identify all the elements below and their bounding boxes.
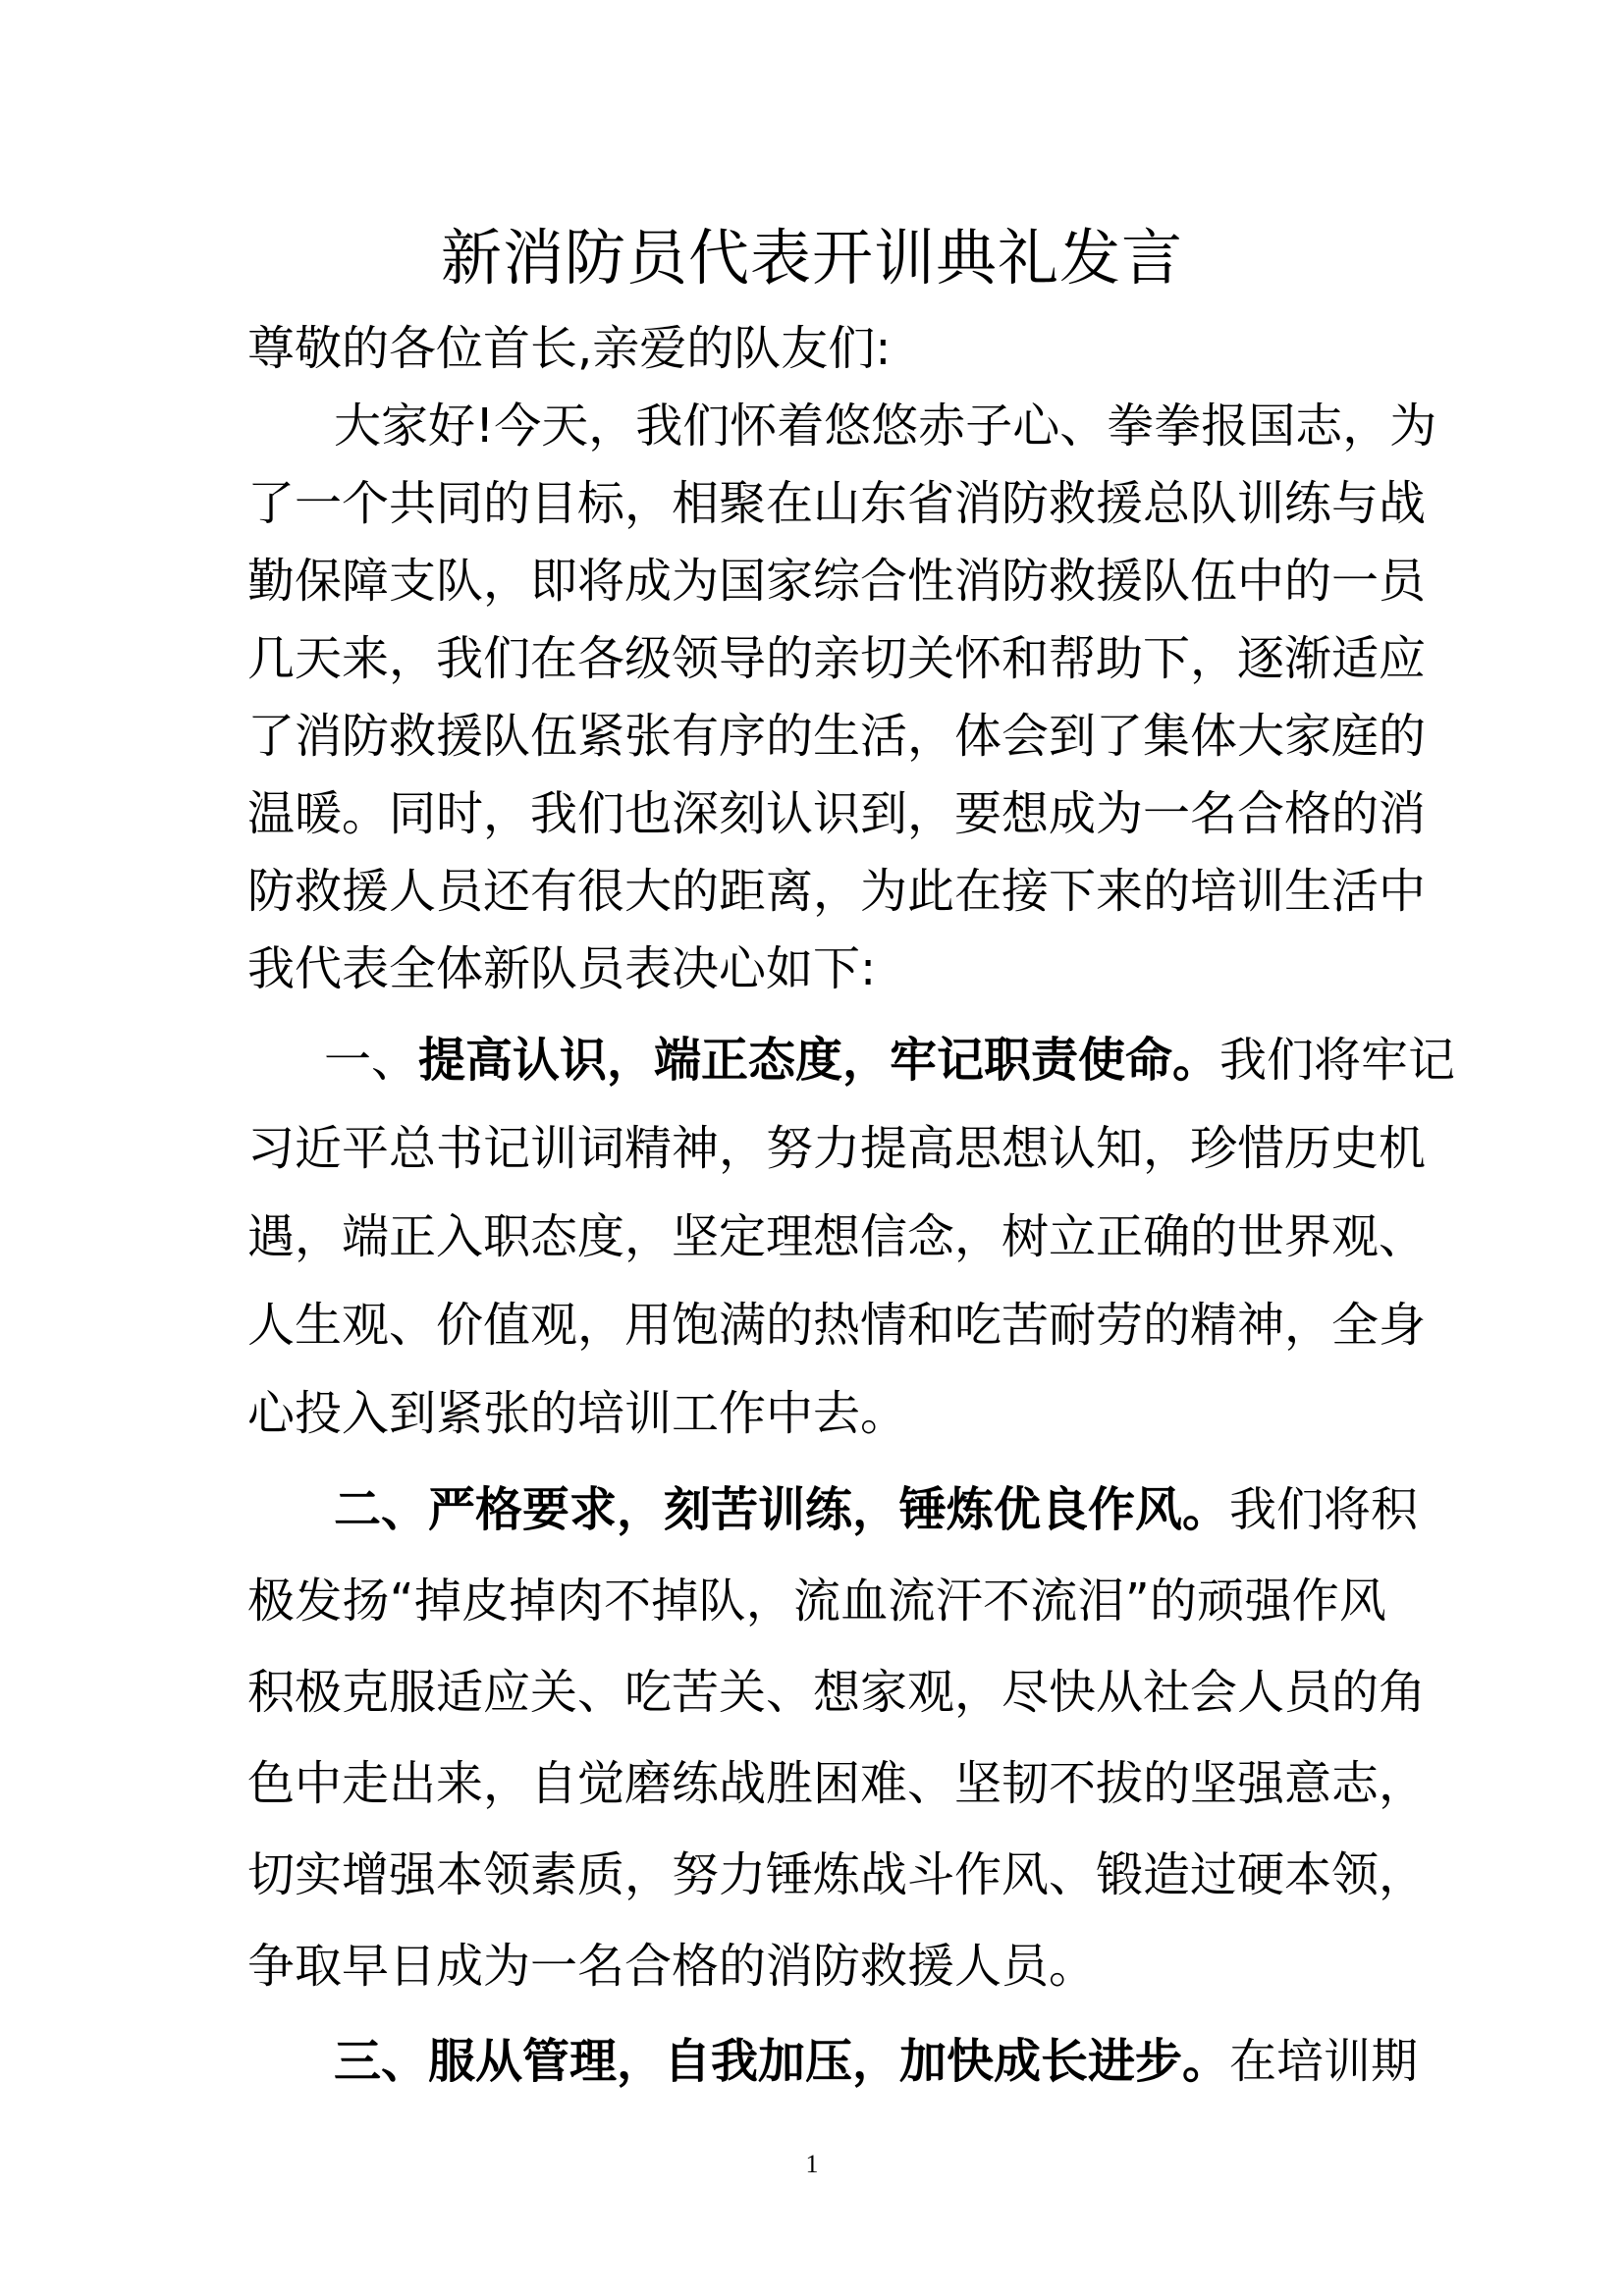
paragraph-line: 防救援人员还有很大的距离，为此在接下来的培训生活中 [247,864,1427,919]
paragraph-line: 我代表全体新队员表决心如下: [247,941,877,996]
paragraph-line: 了消防救援队伍紧张有序的生活，体会到了集体大家庭的 [247,709,1427,764]
paragraph-line: 几天来，我们在各级领导的亲切关怀和帮助下，逐渐适应 [247,631,1427,686]
paragraph-line: 勤保障支队，即将成为国家综合性消防救援队伍中的一员 [247,554,1427,609]
paragraph-line: 大家好!今天，我们怀着悠悠赤子心、拳拳报国志，为 [334,399,1437,454]
section-3-text: 在培训期 [1229,2034,1419,2089]
paragraph-line: 遇，端正入职态度，坚定理想信念，树立正确的世界观、 [247,1209,1427,1264]
paragraph-line: 人生观、价值观，用饱满的热情和吃苦耐劳的精神，全身 [247,1298,1427,1353]
paragraph-line: 切实增强本领素质，努力锤炼战斗作风、锻造过硬本领， [247,1847,1427,1902]
section-3-first-line [334,2032,1419,2091]
section-1-first-line [324,1031,1456,1090]
section-1-text: 我们将牢记 [1219,1033,1456,1088]
paragraph-line: 积极克服适应关、吃苦关、想家观，尽快从社会人员的角 [247,1665,1427,1720]
paragraph-line: 心投入到紧张的培训工作中去。 [247,1386,908,1441]
paragraph-line: 温暖。同时，我们也深刻认识到，要想成为一名合格的消 [247,786,1427,841]
section-3-heading: 三、服从管理，自我加压，加快成长进步。 [334,2034,1230,2089]
page-title: 新消防员代表开训典礼发言 [440,222,1183,294]
paragraph-line: 争取早日成为一名合格的消防救援人员。 [247,1939,1097,1994]
salutation: 尊敬的各位首长,亲爱的队友们: [247,321,892,376]
page-number: 1 [805,2150,819,2178]
section-1-number: 一、 [324,1033,419,1088]
section-2-first-line [334,1480,1419,1539]
section-2-heading: 二、严格要求，刻苦训练，锤炼优良作风。 [334,1482,1230,1537]
paragraph-line: 了一个共同的目标，相聚在山东省消防救援总队训练与战 [247,476,1427,531]
paragraph-line: 极发扬“掉皮掉肉不掉队，流血流汗不流泪”的顽强作风 [247,1574,1386,1629]
section-2-text: 我们将积 [1229,1482,1419,1537]
paragraph-line: 习近平总书记训词精神，努力提高思想认知，珍惜历史机 [247,1121,1427,1176]
paragraph-line: 色中走出来，自觉磨练战胜困难、坚韧不拔的坚强意志， [247,1756,1427,1811]
section-1-heading: 提高认识，端正态度，牢记职责使命。 [418,1033,1220,1088]
